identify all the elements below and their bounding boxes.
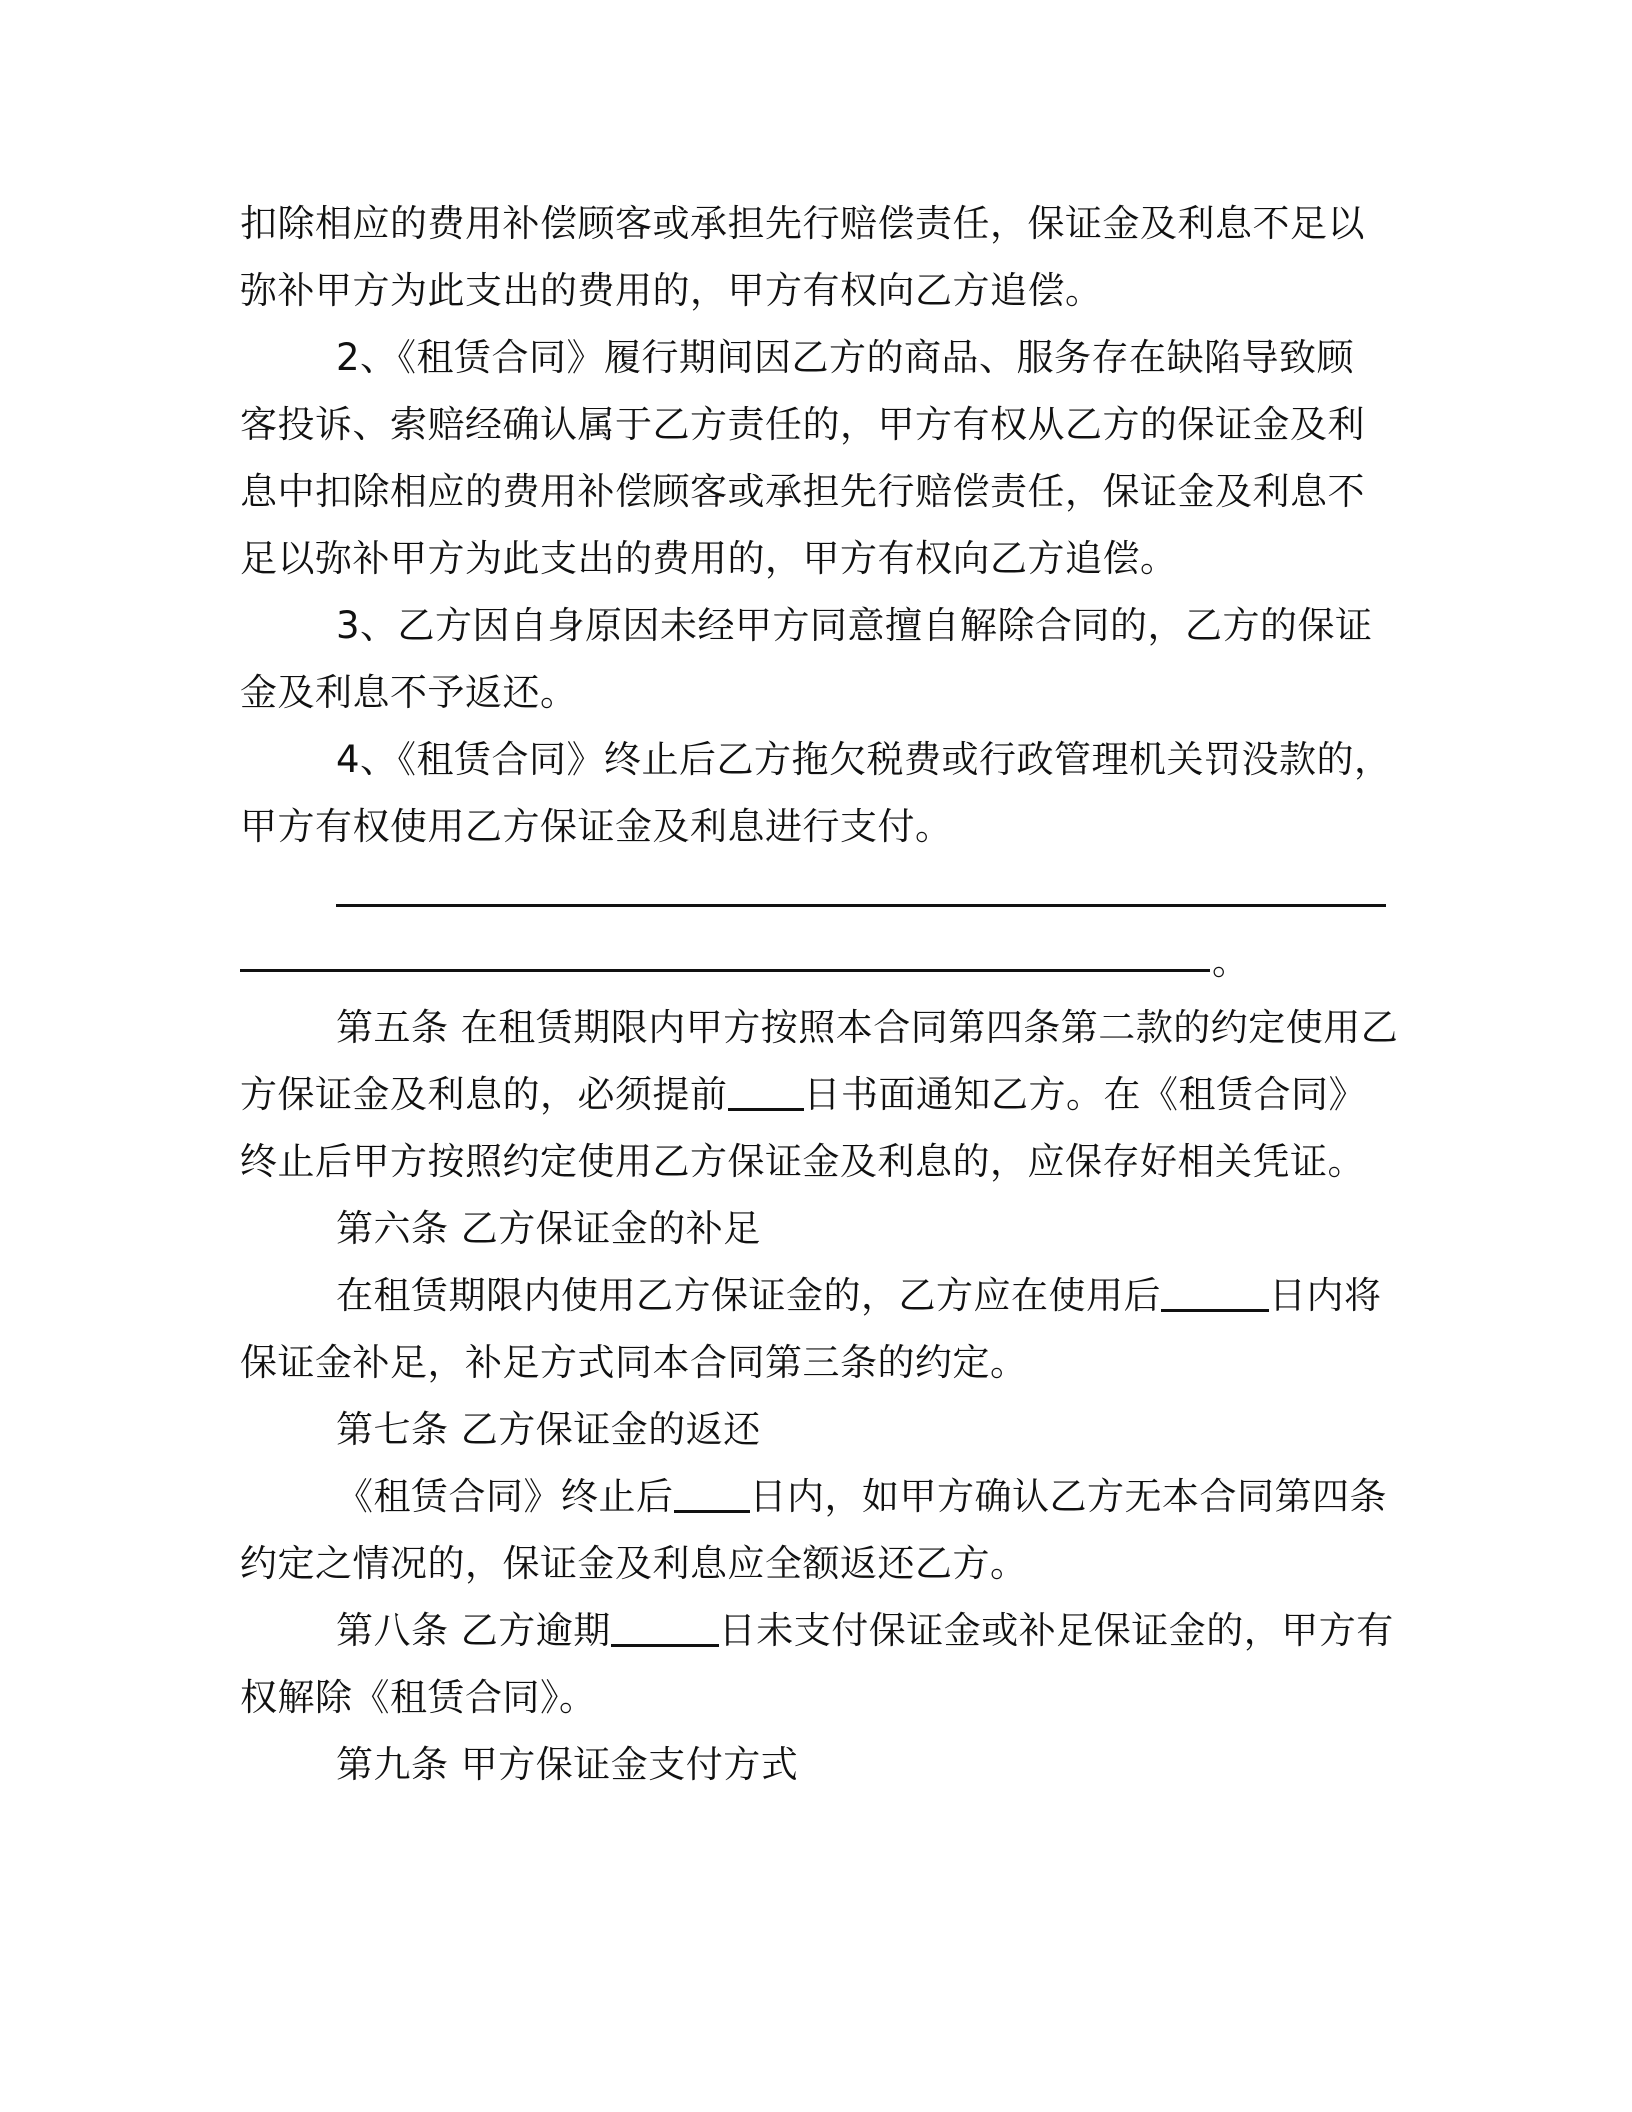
- clause-9-title: 第九条 甲方保证金支付方式: [336, 1743, 799, 1786]
- fill-in-blank-row: [240, 860, 1390, 927]
- item-4-line: 甲方有权使用乙方保证金及利息进行支付。: [240, 805, 953, 848]
- clause-5-text: 日书面通知乙方。在《租赁合同》: [803, 1073, 1366, 1116]
- clause-7-line: 约定之情况的，保证金及利息应全额返还乙方。: [240, 1542, 1028, 1585]
- clause-6-text: 在租赁期限内使用乙方保证金的，乙方应在使用后: [336, 1274, 1161, 1317]
- clause-6-title: 第六条 乙方保证金的补足: [336, 1207, 761, 1250]
- clause-8-text: 日未支付保证金或补足保证金的，甲方有: [718, 1609, 1394, 1652]
- clause-7-text: 《租赁合同》终止后: [336, 1475, 674, 1518]
- days-blank: [728, 1068, 804, 1111]
- clause-6-line: [240, 1262, 1390, 1329]
- clause-8-line: [240, 1597, 1394, 1664]
- item-3-line: 3、乙方因自身原因未经甲方同意擅自解除合同的，乙方的保证: [336, 604, 1373, 647]
- clause-5-text: 方保证金及利息的，必须提前: [240, 1073, 728, 1116]
- item-3-line: 金及利息不予返还。: [240, 671, 578, 714]
- clause-5-line: [240, 1061, 1390, 1128]
- days-blank: [1161, 1269, 1269, 1312]
- clause-5-line: 终止后甲方按照约定使用乙方保证金及利息的，应保存好相关凭证。: [240, 1140, 1365, 1183]
- clause-6-line: 保证金补足，补足方式同本合同第三条的约定。: [240, 1341, 1028, 1384]
- blank-underline: [336, 904, 1386, 907]
- document-page: [240, 190, 1399, 1798]
- clause-6-text: 日内将: [1269, 1274, 1382, 1317]
- item-2-line: 2、《租赁合同》履行期间因乙方的商品、服务存在缺陷导致顾: [336, 336, 1355, 379]
- clause-7-text: 日内，如甲方确认乙方无本合同第四条: [749, 1475, 1387, 1518]
- clause-8-line: 权解除《租赁合同》。: [240, 1676, 597, 1719]
- clause-8-text: 第八条 乙方逾期: [336, 1609, 611, 1652]
- clause-5-line: 第五条 在租赁期限内甲方按照本合同第四条第二款的约定使用乙: [336, 1006, 1399, 1049]
- item-2-line: 足以弥补甲方为此支出的费用的，甲方有权向乙方追偿。: [240, 537, 1178, 580]
- text-line: 扣除相应的费用补偿顾客或承担先行赔偿责任，保证金及利息不足以: [240, 202, 1365, 245]
- blank-underline: [240, 969, 1210, 972]
- item-2-line: 息中扣除相应的费用补偿顾客或承担先行赔偿责任，保证金及利息不: [240, 470, 1365, 513]
- fill-in-blank-row: [240, 927, 1390, 994]
- period-mark: 。: [1212, 940, 1249, 983]
- clause-7-title: 第七条 乙方保证金的返还: [336, 1408, 761, 1451]
- text-line: 弥补甲方为此支出的费用的，甲方有权向乙方追偿。: [240, 269, 1103, 312]
- clause-7-line: [240, 1463, 1390, 1530]
- days-blank: [611, 1604, 719, 1647]
- item-4-line: 4、《租赁合同》终止后乙方拖欠税费或行政管理机关罚没款的，: [336, 738, 1392, 781]
- days-blank: [674, 1470, 750, 1513]
- item-2-line: 客投诉、索赔经确认属于乙方责任的，甲方有权从乙方的保证金及利: [240, 403, 1365, 446]
